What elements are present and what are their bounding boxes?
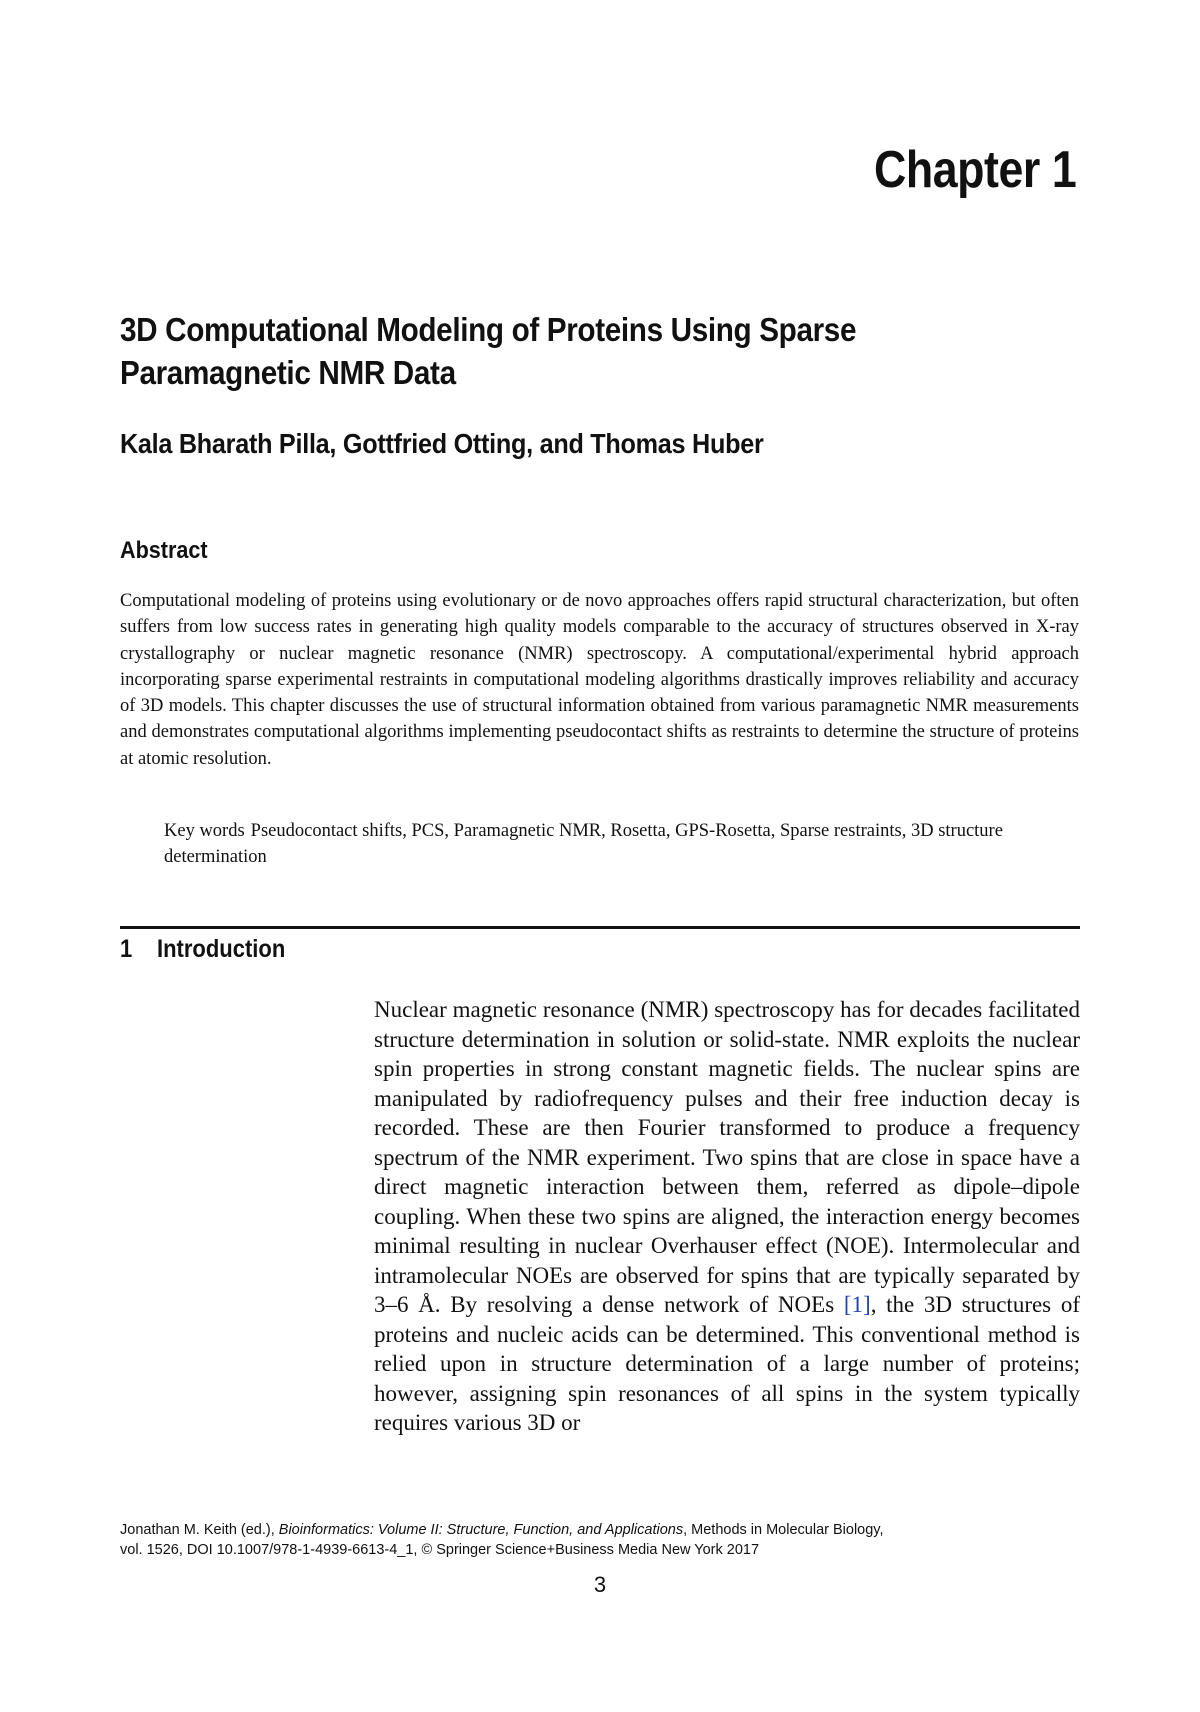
citation-close-bracket: ]	[863, 1292, 871, 1317]
section-divider	[120, 926, 1080, 929]
abstract-heading: Abstract	[120, 537, 208, 564]
chapter-label: Chapter 1	[873, 141, 1076, 199]
section-heading	[120, 935, 285, 964]
abstract-body: Computational modeling of proteins using evolutionary or de novo approaches offers rapid structural characterization, but often suffers from low success rates in generating high quality models comparable to the accuracy of structures observed in X-ray crystallography or nuclear magnetic resonance (NMR) spectroscopy. A computational/experimental hybrid approach incorporating sparse experimental restraints in computational modeling algorithms drastically improves reliability and accuracy of 3D models. This chapter discusses the use of structural information obtained from various paramagnetic NMR measurements and demonstrates computational algorithms implementing pseudocontact shifts as restraints to determine the structure of proteins at atomic resolution.	[120, 591, 1079, 769]
keywords-text: Pseudocontact shifts, PCS, Paramagnetic NMR, Rosetta, GPS-Rosetta, Sparse restraints, 3D structure determination	[164, 821, 1003, 868]
introduction-body	[374, 995, 1080, 1438]
intro-text-part-1: Nuclear magnetic resonance (NMR) spectroscopy has for decades facilitated structure determination in solution or solid-state. NMR exploits the nuclear spin properties in strong constant magnetic fields. The nuclear spins are manipulated by radiofrequency pulses and their free induction decay is recorded. These are then Fourier transformed to produce a frequency spectrum of the NMR experiment. Two spins that are close in space have a direct magnetic interaction between them, referred as dipole–dipole coupling. When these two spins are aligned, the interaction energy becomes minimal resulting in nuclear Overhauser effect (NOE). Intermolecular and intramolecular NOEs are observed for spins that are typically separated by 3–6 Å. By resolving a dense network of NOEs	[374, 997, 1080, 1317]
footnote-editor: Jonathan M. Keith (ed.),	[120, 1522, 279, 1538]
keywords	[164, 818, 1080, 871]
keywords-label: Key words	[164, 821, 245, 841]
section-number: 1	[120, 935, 133, 963]
citation-open-bracket: [	[843, 1292, 852, 1317]
citation-number: 1	[851, 1292, 864, 1317]
footnote-book-title: Bioinformatics: Volume II: Structure, Function, and Applications	[278, 1522, 684, 1538]
intro-text-part-2: , the 3D structures of proteins and nucleic acids can be determined. This conventional method is relied upon in structure determination of a large number of proteins; however, assigning spin resonances of all spins in the system typically requires various 3D or	[374, 1292, 1080, 1435]
citation-link[interactable]	[844, 1292, 871, 1317]
page-number: 3	[593, 1572, 607, 1597]
footnote	[120, 1520, 1080, 1560]
footnote-line-2: vol. 1526, DOI 10.1007/978-1-4939-6613-4_1, © Springer Science+Business Media New York 2017	[120, 1542, 760, 1558]
authors: Kala Bharath Pilla, Gottfried Otting, and Thomas Huber	[120, 428, 764, 459]
chapter-title: 3D Computational Modeling of Proteins Using Sparse Paramagnetic NMR Data	[120, 311, 857, 391]
section-title: Introduction	[156, 935, 286, 963]
footnote-series: , Methods in Molecular Biology,	[683, 1522, 884, 1538]
